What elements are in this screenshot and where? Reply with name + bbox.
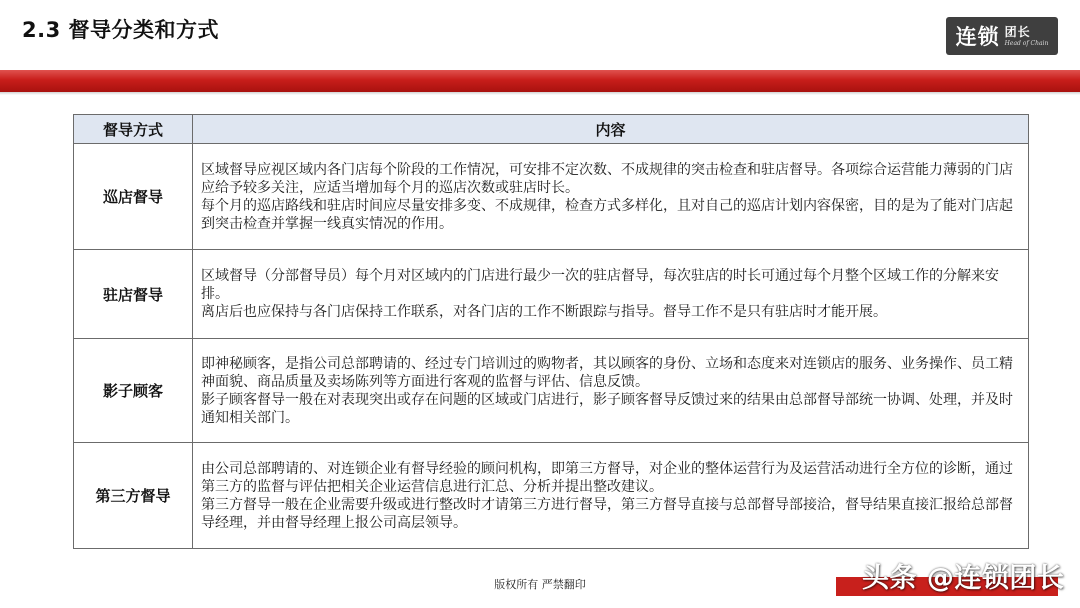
content-line: 区域督导（分部督导员）每个月对区域内的门店进行最少一次的驻店督导，每次驻店的时长可通过每个月整个区域工作的分解来安排。 bbox=[201, 268, 999, 302]
content-line: 第三方督导一般在企业需要升级或进行整改时才请第三方进行督导，第三方督导直接与总部督导部接洽，督导结果直接汇报给总部督导经理，并由督导经理上报公司高层领导。 bbox=[201, 496, 1013, 531]
table-row bbox=[74, 144, 1029, 250]
logo-main-text: 连锁 bbox=[955, 25, 1000, 49]
table-row bbox=[74, 250, 1029, 339]
table-row bbox=[74, 443, 1029, 549]
header-content: 内容 bbox=[193, 115, 1029, 144]
content-line: 每个月的巡店路线和驻店时间应尽量安排多变、不成规律，检查方式多样化，且对自己的巡店计划内容保密，目的是为了能对门店起到突击检查并掌握一线真实情况的作用。 bbox=[201, 197, 1013, 232]
content-cell bbox=[193, 250, 1029, 339]
supervision-table bbox=[73, 114, 1029, 549]
method-cell: 影子顾客 bbox=[74, 339, 193, 443]
content-cell bbox=[193, 339, 1029, 443]
method-cell: 驻店督导 bbox=[74, 250, 193, 339]
watermark-text: 头条 @连锁团长 bbox=[862, 563, 1065, 594]
content-line: 影子顾客督导一般在对表现突出或存在问题的区域或门店进行，影子顾客督导反馈过来的结果由总部督导部统一协调、处理，并及时通知相关部门。 bbox=[201, 391, 1013, 426]
content-cell bbox=[193, 443, 1029, 549]
logo-side-text: 团长 bbox=[1004, 24, 1031, 39]
content-line: 区域督导应视区域内各门店每个阶段的工作情况，可安排不定次数、不成规律的突击检查和驻店督导。各项综合运营能力薄弱的门店应给予较多关注，应适当增加每个月的巡店次数或驻店时长。 bbox=[201, 161, 1013, 196]
copyright-footer: 版权所有 严禁翻印 bbox=[494, 578, 586, 591]
header-method: 督导方式 bbox=[74, 115, 193, 144]
content-line: 离店后也应保持与各门店保持工作联系，对各门店的工作不断跟踪与指导。督导工作不是只有驻店时才能开展。 bbox=[201, 304, 887, 320]
method-cell: 巡店督导 bbox=[74, 144, 193, 250]
logo-side-block bbox=[1005, 26, 1049, 47]
table-header-row bbox=[74, 115, 1029, 144]
method-cell: 第三方督导 bbox=[74, 443, 193, 549]
brand-logo bbox=[946, 17, 1058, 55]
logo-tagline: Head of Chain bbox=[1004, 39, 1049, 47]
header-red-band bbox=[0, 70, 1080, 92]
content-line: 由公司总部聘请的、对连锁企业有督导经验的顾问机构，即第三方督导，对企业的整体运营行为及运营活动进行全方位的诊断，通过第三方的监督与评估把相关企业运营信息进行汇总、分析并提出整改建议。 bbox=[201, 460, 1013, 495]
slide-title: 2.3 督导分类和方式 bbox=[22, 18, 220, 42]
table-row bbox=[74, 339, 1029, 443]
content-line: 即神秘顾客，是指公司总部聘请的、经过专门培训过的购物者，其以顾客的身份、立场和态度来对连锁店的服务、业务操作、员工精神面貌、商品质量及卖场陈列等方面进行客观的监督与评估、信息反馈。 bbox=[201, 355, 1013, 390]
content-cell bbox=[193, 144, 1029, 250]
